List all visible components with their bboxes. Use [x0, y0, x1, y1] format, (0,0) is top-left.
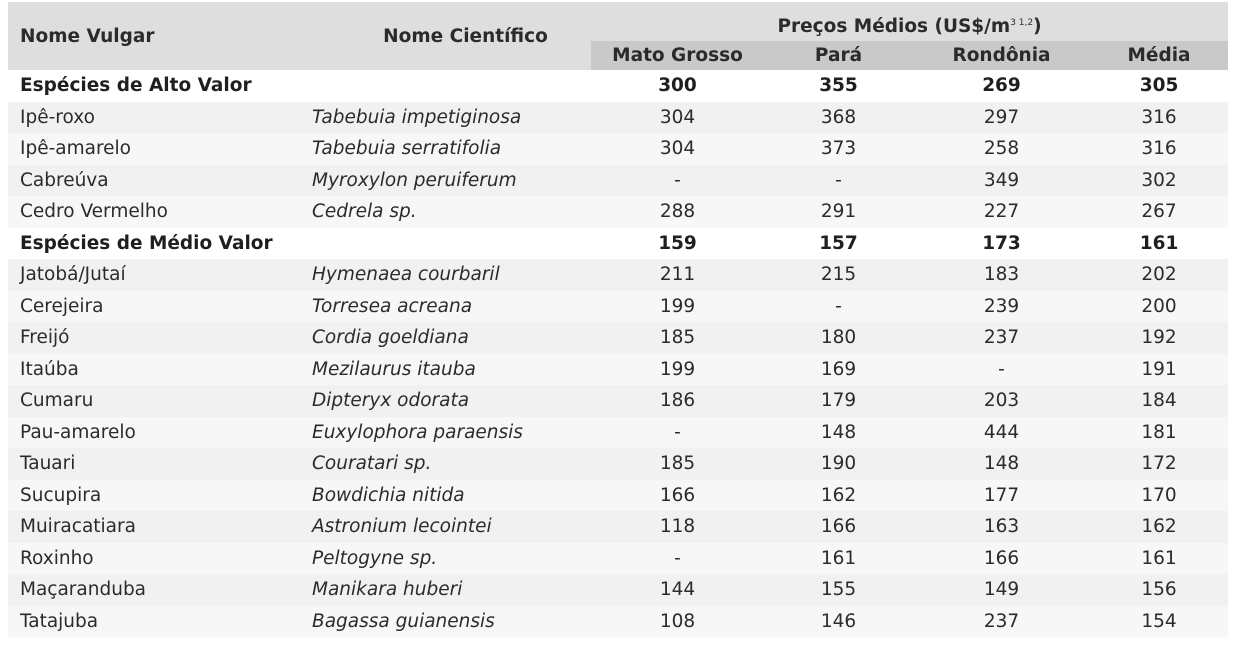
header-row-top — [8, 2, 1228, 41]
price-cell-rondonia: 349 — [913, 165, 1090, 197]
price-cell-para: - — [764, 291, 913, 323]
common-name-cell: Freijó — [8, 322, 300, 354]
table-row — [8, 606, 1228, 638]
scientific-name-cell: Peltogyne sp. — [300, 543, 591, 575]
table-row — [8, 259, 1228, 291]
header-prices — [591, 2, 1228, 41]
scientific-name-cell: Hymenaea courbaril — [300, 259, 591, 291]
price-cell-mato-grosso: 211 — [591, 259, 764, 291]
price-cell-para: 148 — [764, 417, 913, 449]
common-name-cell: Itaúba — [8, 354, 300, 386]
price-cell-para: 166 — [764, 511, 913, 543]
header-scientific-name: Nome Científico — [300, 2, 591, 70]
common-name-cell: Cabreúva — [8, 165, 300, 197]
price-cell-mato-grosso: 304 — [591, 102, 764, 134]
group-row-high-value — [8, 70, 1228, 102]
table-row — [8, 417, 1228, 449]
table-body — [8, 70, 1228, 637]
price-cell-mato-grosso: 185 — [591, 448, 764, 480]
header-col-para: Pará — [764, 41, 913, 70]
price-cell-rondonia: 227 — [913, 196, 1090, 228]
price-cell-rondonia: 203 — [913, 385, 1090, 417]
scientific-name-cell: Euxylophora paraensis — [300, 417, 591, 449]
price-cell-mato-grosso: - — [591, 165, 764, 197]
scientific-name-cell: Bagassa guianensis — [300, 606, 591, 638]
price-cell-mato-grosso: 108 — [591, 606, 764, 638]
price-cell-media: 156 — [1090, 574, 1228, 606]
group-value-rondonia: 173 — [913, 228, 1090, 260]
header-col-media: Média — [1090, 41, 1228, 70]
scientific-name-cell: Cordia goeldiana — [300, 322, 591, 354]
scientific-name-cell: Dipteryx odorata — [300, 385, 591, 417]
group-value-para: 355 — [764, 70, 913, 102]
table-row — [8, 291, 1228, 323]
price-cell-media: 184 — [1090, 385, 1228, 417]
group-value-media: 161 — [1090, 228, 1228, 260]
header-prices-close: ) — [1033, 16, 1042, 37]
price-cell-mato-grosso: 199 — [591, 291, 764, 323]
scientific-name-cell: Tabebuia serratifolia — [300, 133, 591, 165]
price-cell-media: 172 — [1090, 448, 1228, 480]
price-cell-mato-grosso: 186 — [591, 385, 764, 417]
table-row — [8, 102, 1228, 134]
price-cell-para: 291 — [764, 196, 913, 228]
scientific-name-cell: Couratari sp. — [300, 448, 591, 480]
price-cell-para: 161 — [764, 543, 913, 575]
price-cell-para: 162 — [764, 480, 913, 512]
price-cell-media: 170 — [1090, 480, 1228, 512]
common-name-cell: Cumaru — [8, 385, 300, 417]
price-cell-mato-grosso: 304 — [591, 133, 764, 165]
price-cell-media: 162 — [1090, 511, 1228, 543]
header-col-mato-grosso: Mato Grosso — [591, 41, 764, 70]
price-cell-rondonia: 237 — [913, 322, 1090, 354]
table-row — [8, 354, 1228, 386]
price-cell-media: 161 — [1090, 543, 1228, 575]
table-row — [8, 511, 1228, 543]
group-value-mato-grosso: 159 — [591, 228, 764, 260]
price-cell-rondonia: 444 — [913, 417, 1090, 449]
common-name-cell: Pau-amarelo — [8, 417, 300, 449]
common-name-cell: Cerejeira — [8, 291, 300, 323]
group-value-para: 157 — [764, 228, 913, 260]
price-cell-rondonia: 177 — [913, 480, 1090, 512]
price-cell-para: 169 — [764, 354, 913, 386]
common-name-cell: Roxinho — [8, 543, 300, 575]
common-name-cell: Tatajuba — [8, 606, 300, 638]
scientific-name-cell: Myroxylon peruiferum — [300, 165, 591, 197]
header-prices-title: Preços Médios (US$/m — [777, 16, 1011, 37]
common-name-cell: Ipê-amarelo — [8, 133, 300, 165]
price-cell-rondonia: 239 — [913, 291, 1090, 323]
table-row — [8, 385, 1228, 417]
header-prices-sup: 3 1,2 — [1010, 17, 1034, 28]
common-name-cell: Maçaranduba — [8, 574, 300, 606]
group-empty-cell — [300, 70, 591, 102]
price-cell-rondonia: 149 — [913, 574, 1090, 606]
scientific-name-cell: Cedrela sp. — [300, 196, 591, 228]
table-row — [8, 165, 1228, 197]
price-cell-rondonia: - — [913, 354, 1090, 386]
group-row-medium-value — [8, 228, 1228, 260]
common-name-cell: Tauari — [8, 448, 300, 480]
common-name-cell: Cedro Vermelho — [8, 196, 300, 228]
price-cell-mato-grosso: - — [591, 417, 764, 449]
common-name-cell: Sucupira — [8, 480, 300, 512]
price-cell-rondonia: 258 — [913, 133, 1090, 165]
price-cell-mato-grosso: 185 — [591, 322, 764, 354]
price-cell-para: 190 — [764, 448, 913, 480]
price-cell-para: 155 — [764, 574, 913, 606]
price-cell-para: 146 — [764, 606, 913, 638]
price-cell-mato-grosso: - — [591, 543, 764, 575]
group-label: Espécies de Médio Valor — [8, 228, 300, 260]
table-row — [8, 480, 1228, 512]
table-row — [8, 574, 1228, 606]
price-cell-rondonia: 183 — [913, 259, 1090, 291]
price-cell-media: 202 — [1090, 259, 1228, 291]
price-cell-media: 200 — [1090, 291, 1228, 323]
price-cell-media: 267 — [1090, 196, 1228, 228]
common-name-cell: Jatobá/Jutaí — [8, 259, 300, 291]
price-table-container — [8, 2, 1228, 637]
price-cell-mato-grosso: 166 — [591, 480, 764, 512]
price-cell-mato-grosso: 118 — [591, 511, 764, 543]
scientific-name-cell: Mezilaurus itauba — [300, 354, 591, 386]
price-cell-para: 179 — [764, 385, 913, 417]
price-cell-mato-grosso: 288 — [591, 196, 764, 228]
price-cell-media: 316 — [1090, 102, 1228, 134]
scientific-name-cell: Tabebuia impetiginosa — [300, 102, 591, 134]
scientific-name-cell: Astronium lecointei — [300, 511, 591, 543]
price-cell-mato-grosso: 144 — [591, 574, 764, 606]
table-row — [8, 448, 1228, 480]
group-value-mato-grosso: 300 — [591, 70, 764, 102]
header-common-name: Nome Vulgar — [8, 2, 300, 70]
price-cell-para: 373 — [764, 133, 913, 165]
scientific-name-cell: Torresea acreana — [300, 291, 591, 323]
group-value-rondonia: 269 — [913, 70, 1090, 102]
price-cell-rondonia: 166 — [913, 543, 1090, 575]
price-cell-para: 180 — [764, 322, 913, 354]
header-col-rondonia: Rondônia — [913, 41, 1090, 70]
price-cell-media: 191 — [1090, 354, 1228, 386]
price-cell-media: 192 — [1090, 322, 1228, 354]
price-cell-rondonia: 237 — [913, 606, 1090, 638]
group-label: Espécies de Alto Valor — [8, 70, 300, 102]
table-row — [8, 196, 1228, 228]
price-cell-media: 154 — [1090, 606, 1228, 638]
price-cell-media: 181 — [1090, 417, 1228, 449]
group-empty-cell — [300, 228, 591, 260]
common-name-cell: Ipê-roxo — [8, 102, 300, 134]
table-header — [8, 2, 1228, 70]
table-row — [8, 543, 1228, 575]
scientific-name-cell: Bowdichia nitida — [300, 480, 591, 512]
table-row — [8, 322, 1228, 354]
table-row — [8, 133, 1228, 165]
price-cell-para: 368 — [764, 102, 913, 134]
common-name-cell: Muiracatiara — [8, 511, 300, 543]
price-cell-rondonia: 148 — [913, 448, 1090, 480]
price-table — [8, 2, 1228, 637]
price-cell-media: 302 — [1090, 165, 1228, 197]
price-cell-para: - — [764, 165, 913, 197]
group-value-media: 305 — [1090, 70, 1228, 102]
price-cell-mato-grosso: 199 — [591, 354, 764, 386]
price-cell-media: 316 — [1090, 133, 1228, 165]
price-cell-rondonia: 163 — [913, 511, 1090, 543]
scientific-name-cell: Manikara huberi — [300, 574, 591, 606]
price-cell-rondonia: 297 — [913, 102, 1090, 134]
price-cell-para: 215 — [764, 259, 913, 291]
